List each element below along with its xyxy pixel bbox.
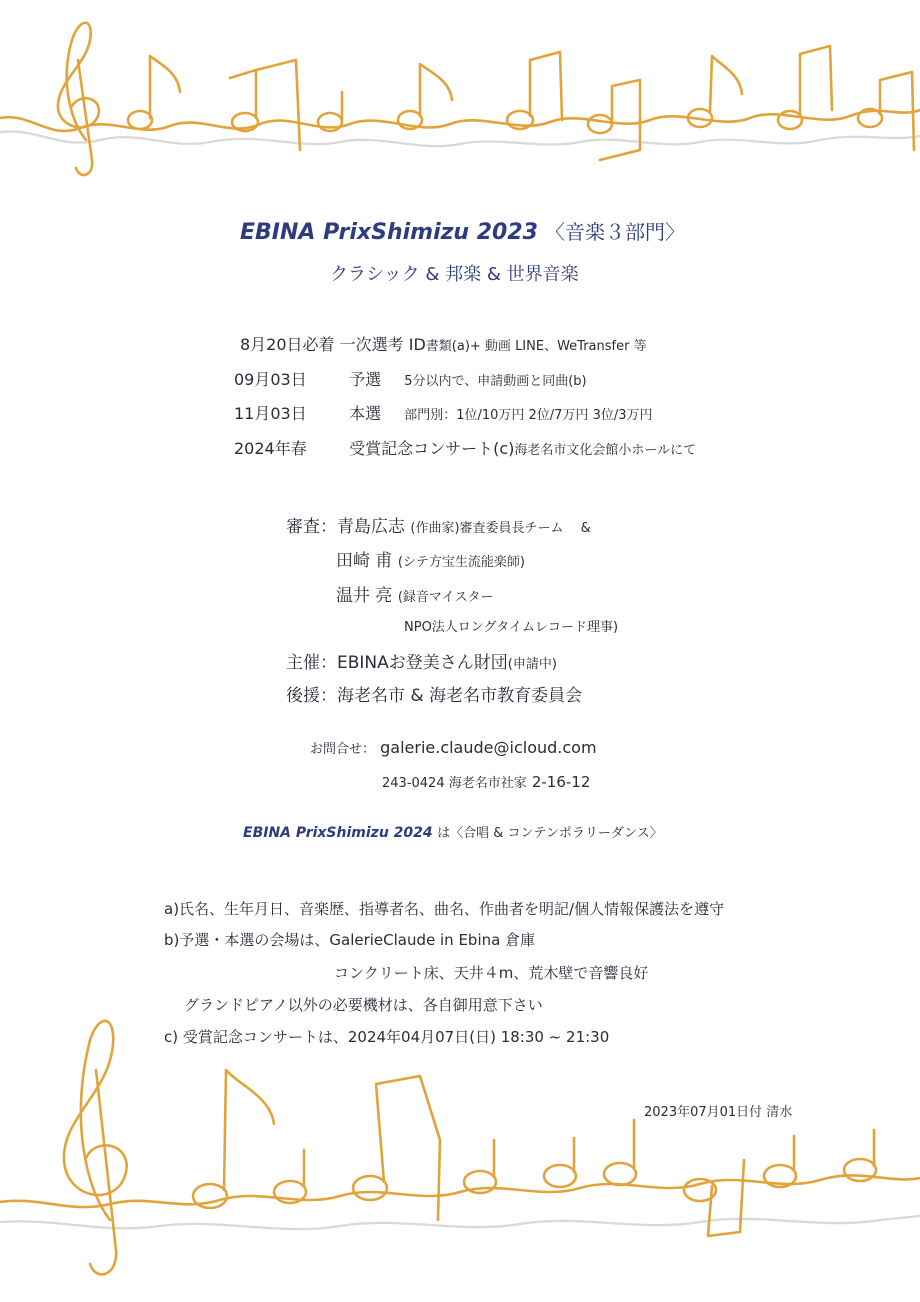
jury-member-note: (作曲家)審査委員長チーム & (410, 521, 591, 536)
jury-member-name: 青島広志 (337, 517, 405, 537)
schedule-detail: 部門別：1位/10万円 2位/7万円 3位/3万円 (404, 408, 653, 423)
contact-address-number: 2-16-12 (531, 773, 591, 791)
contact-label: お問合せ： (310, 742, 376, 757)
schedule-label: 受賞記念コンサート(c) (349, 439, 515, 458)
jury-member-name: 田崎 甫 (336, 551, 393, 571)
schedule-label: 本選 (349, 404, 382, 423)
organizer-name: EBINAお登美さん財団 (337, 653, 508, 673)
next-year-brand: EBINA PrixShimizu 2024 (243, 825, 433, 841)
treble-clef-icon (64, 1021, 127, 1275)
jury-label: 審査： (286, 517, 337, 537)
note-b: b)予選・本選の会場は、GalerieClaude in Ebina 倉庫 (164, 931, 536, 949)
note-c: c) 受賞記念コンサートは、2024年04月07日(日) 18:30 ~ 21:30 (164, 1028, 610, 1046)
contact-email[interactable]: galerie.claude@icloud.com (380, 738, 597, 757)
schedule-detail-big: ID (408, 335, 426, 354)
organizer-label: 主催： (286, 653, 337, 673)
schedule-date: 8月20日必着 (240, 335, 335, 354)
support-label: 後援： (286, 686, 337, 706)
schedule-detail: 書類(a)+ 動画 LINE、WeTransfer 等 (425, 339, 647, 354)
note-b-cont-2: グランドピアノ以外の必要機材は、各自御用意下さい (184, 996, 543, 1014)
schedule-date: 2024年春 (234, 439, 307, 458)
jury-row-3 (336, 581, 494, 606)
next-year-text: は〈合唱 & コンテンポラリーダンス〉 (437, 826, 663, 841)
music-note-icon (128, 46, 914, 160)
schedule-detail: 海老名市文化会館小ホールにて (514, 443, 697, 458)
schedule-date: 11月03日 (234, 404, 307, 423)
page-subtitle: クラシック & 邦楽 & 世界音楽 (330, 264, 579, 285)
contact-postal: 243-0424 海老名市社家 (382, 776, 527, 791)
dated-signature: 2023年07月01日付 清水 (644, 1105, 793, 1120)
contact-address (382, 772, 590, 791)
support-row (286, 681, 582, 706)
jury-row-1 (286, 512, 591, 537)
jury-row-2 (336, 546, 525, 571)
jury-member-note: (録音マイスター (397, 590, 494, 605)
support-text: 海老名市 & 海老名市教育委員会 (337, 686, 583, 706)
note-a: a)氏名、生年月日、音楽歴、指導者名、曲名、作曲者を明記/個人情報保護法を遵守 (164, 900, 725, 918)
schedule-row-2 (234, 367, 587, 390)
schedule-label: 予選 (349, 370, 382, 389)
schedule-label: 一次選考 (339, 335, 404, 354)
music-note-icon (193, 1070, 876, 1236)
contact-row (310, 738, 597, 757)
organizer-note: (申請中) (507, 657, 557, 672)
title-suffix: 〈音楽３部門〉 (544, 220, 685, 244)
organizer-row (286, 648, 557, 673)
jury-note-cont: NPO法人ロングタイムレコード理事) (404, 620, 619, 635)
schedule-row-4 (234, 436, 696, 459)
note-b-cont-1: コンクリート床、天井４m、荒木壁で音響良好 (334, 964, 649, 982)
title-brand: EBINA PrixShimizu 2023 (240, 220, 538, 245)
top-music-decoration (0, 0, 920, 200)
jury-member-name: 温井 亮 (336, 586, 393, 606)
next-year-note (243, 822, 663, 841)
schedule-date: 09月03日 (234, 370, 307, 389)
schedule-row-3 (234, 401, 653, 424)
schedule-row-1 (240, 332, 647, 355)
page-title (240, 216, 685, 245)
jury-member-note: (シテ方宝生流能楽師) (397, 555, 525, 570)
schedule-detail: 5分以内で、申請動画と同曲(b) (404, 374, 587, 389)
treble-clef-icon (58, 23, 99, 175)
